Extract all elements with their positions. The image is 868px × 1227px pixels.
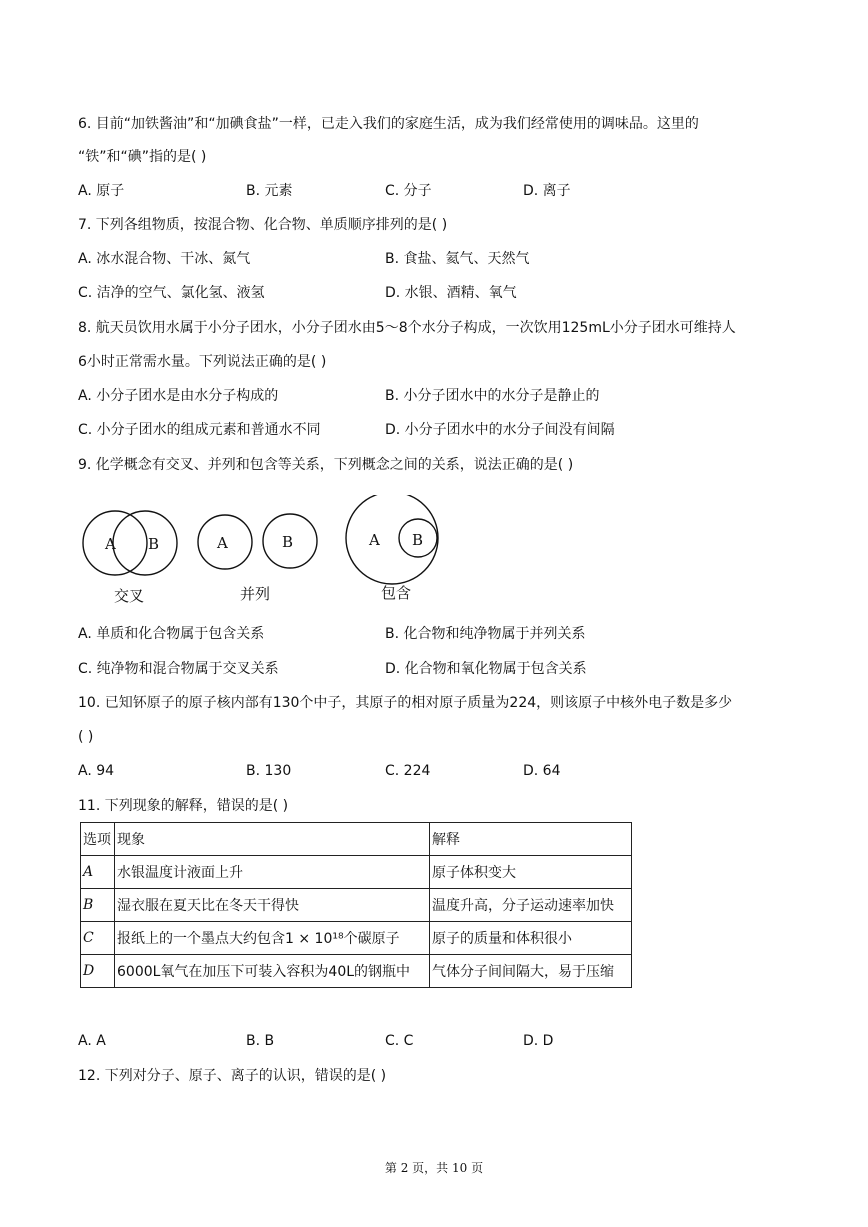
q9-option-a: A. 单质和化合物属于包含关系: [78, 626, 265, 642]
q9-option-b: B. 化合物和纯净物属于并列关系: [385, 626, 586, 642]
table-cell-phenomenon: 报纸上的一个墨点大约包含1 × 10¹⁸个碳原子: [115, 922, 430, 955]
caption-parallel: 并列: [240, 585, 271, 603]
table-cell-phenomenon: 6000L氧气在加压下可装入容积为40L的钢瓶中: [115, 955, 430, 988]
contain-label-b: B: [412, 531, 424, 549]
q6-option-d: D. 离子: [523, 183, 571, 199]
table-row: [81, 955, 632, 988]
table-cell-explanation: 原子的质量和体积很小: [430, 922, 632, 955]
intersect-circle-b: [113, 511, 177, 575]
q11-option-b: B. B: [246, 1033, 275, 1049]
q11-option-a: A. A: [78, 1033, 106, 1049]
table-header-cell: 现象: [115, 823, 430, 856]
intersect-label-a: A: [105, 535, 116, 553]
q10-stem-line1: 10. 已知钚原子的原子核内部有130个中子，其原子的相对原子质量为224，则该原子中核外电子数是多少: [78, 695, 733, 711]
q12-stem: 12. 下列对分子、原子、离子的认识，错误的是( ): [78, 1068, 387, 1084]
table-row: [81, 856, 632, 889]
table-row: [81, 922, 632, 955]
q6-option-b: B. 元素: [246, 183, 293, 199]
page-footer: 第 2 页，共 10 页: [384, 1161, 484, 1175]
table-cell-explanation: 温度升高，分子运动速率加快: [430, 889, 632, 922]
q10-option-a: A. 94: [78, 763, 115, 779]
q8-option-c: C. 小分子团水的组成元素和普通水不同: [78, 422, 321, 438]
concept-relation-diagram: [78, 495, 458, 610]
q11-option-d: D. D: [523, 1033, 554, 1049]
q9-stem: 9. 化学概念有交叉、并列和包含等关系，下列概念之间的关系，说法正确的是( ): [78, 457, 574, 473]
q7-option-a: A. 冰水混合物、干冰、氮气: [78, 251, 251, 267]
q8-stem-line2: 6小时正常需水量。下列说法正确的是( ): [78, 354, 327, 370]
q11-option-c: C. C: [385, 1033, 414, 1049]
table-cell-explanation: 原子体积变大: [430, 856, 632, 889]
q8-option-b: B. 小分子团水中的水分子是静止的: [385, 388, 600, 404]
caption-intersect: 交叉: [114, 587, 145, 605]
q10-option-b: B. 130: [246, 763, 292, 779]
table-cell-phenomenon: 水银温度计液面上升: [115, 856, 430, 889]
q10-option-d: D. 64: [523, 763, 561, 779]
q7-option-d: D. 水银、酒精、氧气: [385, 285, 517, 301]
q6-stem-line2: “铁”和“碘”指的是( ): [78, 149, 207, 165]
q10-stem-line2: ( ): [78, 729, 94, 745]
table-header-cell: 解释: [430, 823, 632, 856]
q7-option-b: B. 食盐、氦气、天然气: [385, 251, 530, 267]
parallel-label-a: A: [217, 534, 228, 552]
q7-stem: 7. 下列各组物质，按混合物、化合物、单质顺序排列的是( ): [78, 217, 448, 233]
q8-stem-line1: 8. 航天员饮用水属于小分子团水，小分子团水由5～8个水分子构成，一次饮用125mL小分子团水可维持人: [78, 320, 736, 336]
table-cell-option: D: [81, 955, 115, 988]
q7-option-c: C. 洁净的空气、氯化氢、液氢: [78, 285, 265, 301]
q6-option-c: C. 分子: [385, 183, 432, 199]
q11-stem: 11. 下列现象的解释，错误的是( ): [78, 798, 289, 814]
q6-option-a: A. 原子: [78, 183, 125, 199]
q8-option-a: A. 小分子团水是由水分子构成的: [78, 388, 279, 404]
q6-stem-line1: 6. 目前“加铁酱油”和“加碘食盐”一样，已走入我们的家庭生活，成为我们经常使用的调味品。这里的: [78, 116, 699, 132]
table-cell-explanation: 气体分子间间隔大，易于压缩: [430, 955, 632, 988]
q9-option-d: D. 化合物和氧化物属于包含关系: [385, 661, 587, 677]
table-cell-option: A: [81, 856, 115, 889]
q8-option-d: D. 小分子团水中的水分子间没有间隔: [385, 422, 615, 438]
table-cell-option: B: [81, 889, 115, 922]
table-header-row: [81, 823, 632, 856]
q9-option-c: C. 纯净物和混合物属于交叉关系: [78, 661, 279, 677]
intersect-label-b: B: [148, 535, 160, 553]
contain-circle-outer: [346, 495, 438, 584]
parallel-label-b: B: [282, 533, 294, 551]
contain-label-a: A: [369, 531, 380, 549]
caption-contain: 包含: [381, 584, 412, 602]
table-header-cell: 选项: [81, 823, 115, 856]
q10-option-c: C. 224: [385, 763, 431, 779]
table-cell-option: C: [81, 922, 115, 955]
table-cell-phenomenon: 湿衣服在夏天比在冬天干得快: [115, 889, 430, 922]
table-row: [81, 889, 632, 922]
q11-table: [80, 822, 632, 988]
